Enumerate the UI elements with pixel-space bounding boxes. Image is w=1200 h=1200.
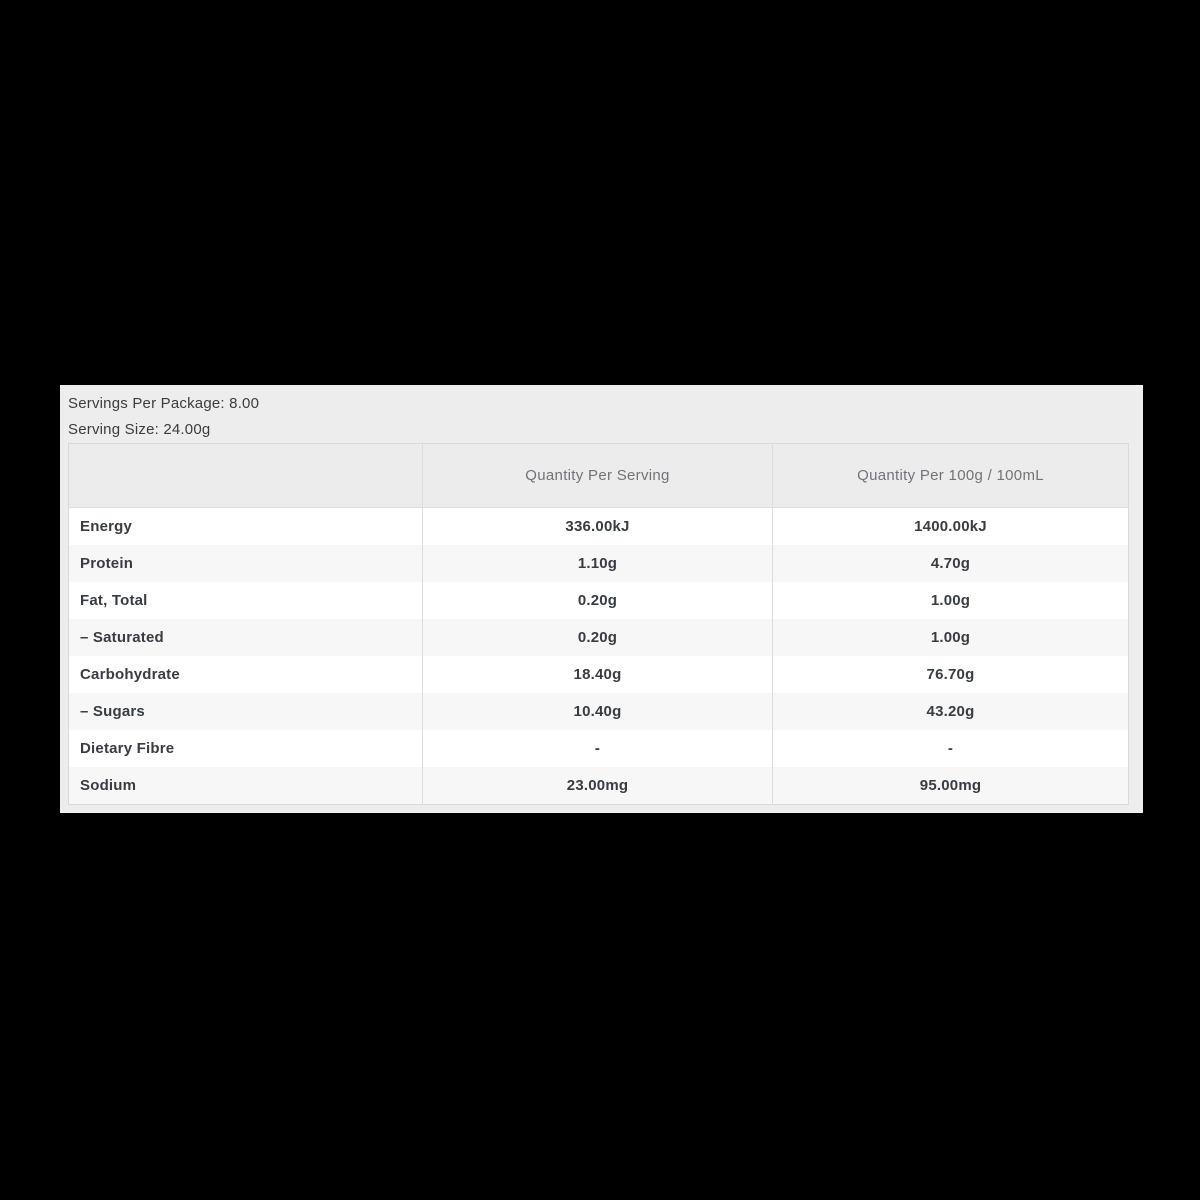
table-row-saturated [69, 619, 1129, 656]
row-per-100g-value: 43.20g [773, 693, 1129, 730]
row-per-serving-value: 1.10g [423, 545, 773, 582]
row-per-100g-value: 76.70g [773, 656, 1129, 693]
row-label: – Saturated [69, 619, 423, 656]
row-label: Fat, Total [80, 592, 148, 609]
table-row-protein [69, 545, 1129, 582]
row-per-serving-value: 18.40g [423, 656, 773, 693]
row-per-100g-value: 1.00g [773, 619, 1129, 656]
row-per-100g-value: 1400.00kJ [773, 508, 1129, 546]
servings-per-package-text: Servings Per Package: 8.00 [68, 395, 260, 412]
row-label: – Sugars [69, 693, 423, 730]
row-per-100g-value: 95.00mg [773, 767, 1129, 805]
table-row-dietary-fibre [69, 730, 1129, 767]
header-quantity-per-serving: Quantity Per Serving [423, 444, 773, 508]
table-header-row [69, 444, 1129, 508]
row-per-serving-value: 0.20g [423, 582, 773, 619]
table-row-energy [69, 508, 1129, 546]
row-per-serving-value: - [423, 730, 773, 767]
row-per-serving-value: 0.20g [423, 619, 773, 656]
row-label: Dietary Fibre [80, 740, 175, 757]
row-per-serving-value: 23.00mg [423, 767, 773, 805]
row-label: Protein [69, 545, 423, 582]
table-row-carbohydrate [69, 656, 1129, 693]
table-row-fat-total [69, 582, 1129, 619]
row-per-serving-value: 10.40g [423, 693, 773, 730]
nutrition-panel [60, 385, 1143, 813]
table-row-sugars [69, 693, 1129, 730]
row-per-100g-value: 1.00g [773, 582, 1129, 619]
serving-size-text: Serving Size: 24.00g [68, 421, 211, 438]
header-nutrient-column [69, 444, 423, 508]
row-per-100g-value: - [773, 730, 1129, 767]
row-label: Energy [80, 518, 133, 535]
row-label: Sodium [69, 767, 423, 805]
nutrition-table [68, 443, 1129, 805]
table-row-sodium [69, 767, 1129, 805]
row-per-serving-value: 336.00kJ [423, 508, 773, 546]
row-label: Carbohydrate [80, 666, 180, 683]
header-quantity-per-100g: Quantity Per 100g / 100mL [773, 444, 1129, 508]
row-per-100g-value: 4.70g [773, 545, 1129, 582]
